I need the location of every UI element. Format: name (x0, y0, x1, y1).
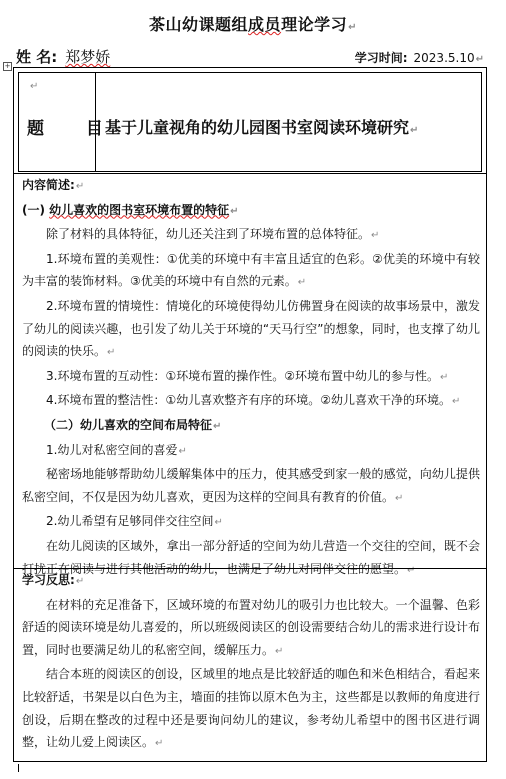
content-para-5: 秘密场地能够帮助幼儿缓解集体中的压力，使其感受到家一般的感觉，向幼儿提供私密空间，不仅是因为幼儿喜欢，更因为这样的空间具有教育的价值。 (22, 467, 480, 504)
paragraph-mark-icon: ↵ (407, 564, 416, 576)
reflection-para-2: 结合本班的阅读区的创设，区域里的地点是比较舒适的咖色和米色相结合，看起来比较舒适，书架是以白色为主，墙面的挂饰以原木色为主，这些都是以教师的角度进行创设，后期在整改的过程中还是要询问幼儿的建议，参考幼儿希望中的图书区进行调整，让幼儿爱上阅读区。 (22, 667, 480, 750)
title-underlined-word: 成员 (248, 15, 282, 34)
table-move-handle-icon[interactable]: + (4, 62, 11, 70)
paragraph-mark-icon: ↵ (348, 22, 357, 33)
paragraph-mark-icon: ↵ (155, 738, 164, 750)
paragraph-mark-icon: ↵ (475, 54, 484, 65)
date-row (355, 49, 484, 66)
topic-value[interactable] (105, 115, 418, 138)
name-value[interactable]: 郑梦娇 (65, 48, 111, 66)
reflection-para-1: 在材料的充足准备下，区域环境的布置对幼儿的吸引力也比较大。一个温馨、色彩舒适的阅读环境是幼儿喜爱的，所以班级阅读区的创设需要结合幼儿的需求进行设计布置，同时也要满足幼儿的私密空间，缓解压力。 (22, 597, 480, 657)
name-row (16, 46, 110, 67)
date-value[interactable]: 2023.5.10 (413, 51, 475, 65)
paragraph-mark-icon: ↵ (395, 492, 404, 504)
name-label: 姓 名: (16, 48, 58, 66)
paragraph-mark-icon: ↵ (230, 205, 239, 217)
paragraph-mark-icon: ↵ (30, 81, 39, 92)
reflection-section[interactable] (22, 569, 480, 756)
content-item-5: 1.幼儿对私密空间的喜爱 (46, 442, 178, 457)
reflection-label: 学习反思: (22, 573, 75, 587)
content-item-4: 4.环境布置的整洁性：①幼儿喜欢整齐有序的环境。②幼儿喜欢干净的环境。 (46, 393, 451, 408)
content-item-2: 2.环境布置的情境性：情境化的环境使得幼儿仿佛置身在阅读的故事场景中，激发了幼儿的阅读兴趣，也引发了幼儿关于环境的“天马行空”的想象，同时，也支撑了幼儿的阅读的快乐。 (22, 298, 480, 359)
date-label: 学习时间: (354, 51, 408, 65)
bottom-margin-mark (6, 764, 19, 772)
topic-label: 题 目 (27, 119, 121, 139)
content-item-3: 3.环境布置的互动性：①环境布置的操作性。②环境布置中幼儿的参与性。 (46, 368, 439, 383)
title-prefix: 茶山幼课题组 (149, 15, 249, 34)
paragraph-mark-icon: ↵ (275, 645, 284, 657)
paragraph-mark-icon: ↵ (451, 396, 461, 408)
title-suffix: 理论学习 (281, 15, 348, 34)
form-table (13, 67, 487, 762)
paragraph-mark-icon: ↵ (214, 517, 223, 529)
paragraph-mark-icon: ↵ (371, 230, 380, 242)
paragraph-mark-icon: ↵ (75, 181, 85, 192)
paragraph-mark-icon: ↵ (410, 125, 419, 136)
topic-cell (18, 72, 482, 172)
content-label: 内容简述: (22, 178, 75, 192)
paragraph-mark-icon: ↵ (107, 347, 116, 359)
content-intro: 除了材料的具体特征，幼儿还关注到了环境布置的总体特征。 (46, 227, 371, 242)
paragraph-mark-icon: ↵ (75, 576, 85, 587)
section1-title: 幼儿喜欢的图书室环境布置的特征 (49, 202, 230, 217)
document-title (0, 12, 506, 35)
section2-title: （二）幼儿喜欢的空间布局特征 (44, 417, 213, 432)
topic-text: 基于儿童视角的幼儿园图书室阅读环境研究 (105, 118, 410, 137)
paragraph-mark-icon: ↵ (439, 371, 449, 383)
paragraph-mark-icon: ↵ (178, 445, 187, 457)
content-para-6: 在幼儿阅读的区域外，拿出一部分舒适的空间为幼儿营造一个交往的空间，既不会打扰正在阅读与进行其他活动的幼儿，也满足了幼儿对同伴交往的愿望。 (22, 538, 480, 576)
section1-title-prefix: (一) (22, 202, 50, 217)
content-section[interactable] (22, 174, 480, 582)
paragraph-mark-icon: ↵ (297, 277, 307, 289)
content-item-1: 1.环境布置的美观性：①优美的环境中有丰富且适宜的色彩。②优美的环境中有较为丰富的装饰材料。③优美的环境中有自然的元素。 (22, 251, 480, 289)
paragraph-mark-icon: ↵ (213, 420, 222, 432)
content-item-6: 2.幼儿希望有足够同伴交往空间 (46, 514, 214, 529)
